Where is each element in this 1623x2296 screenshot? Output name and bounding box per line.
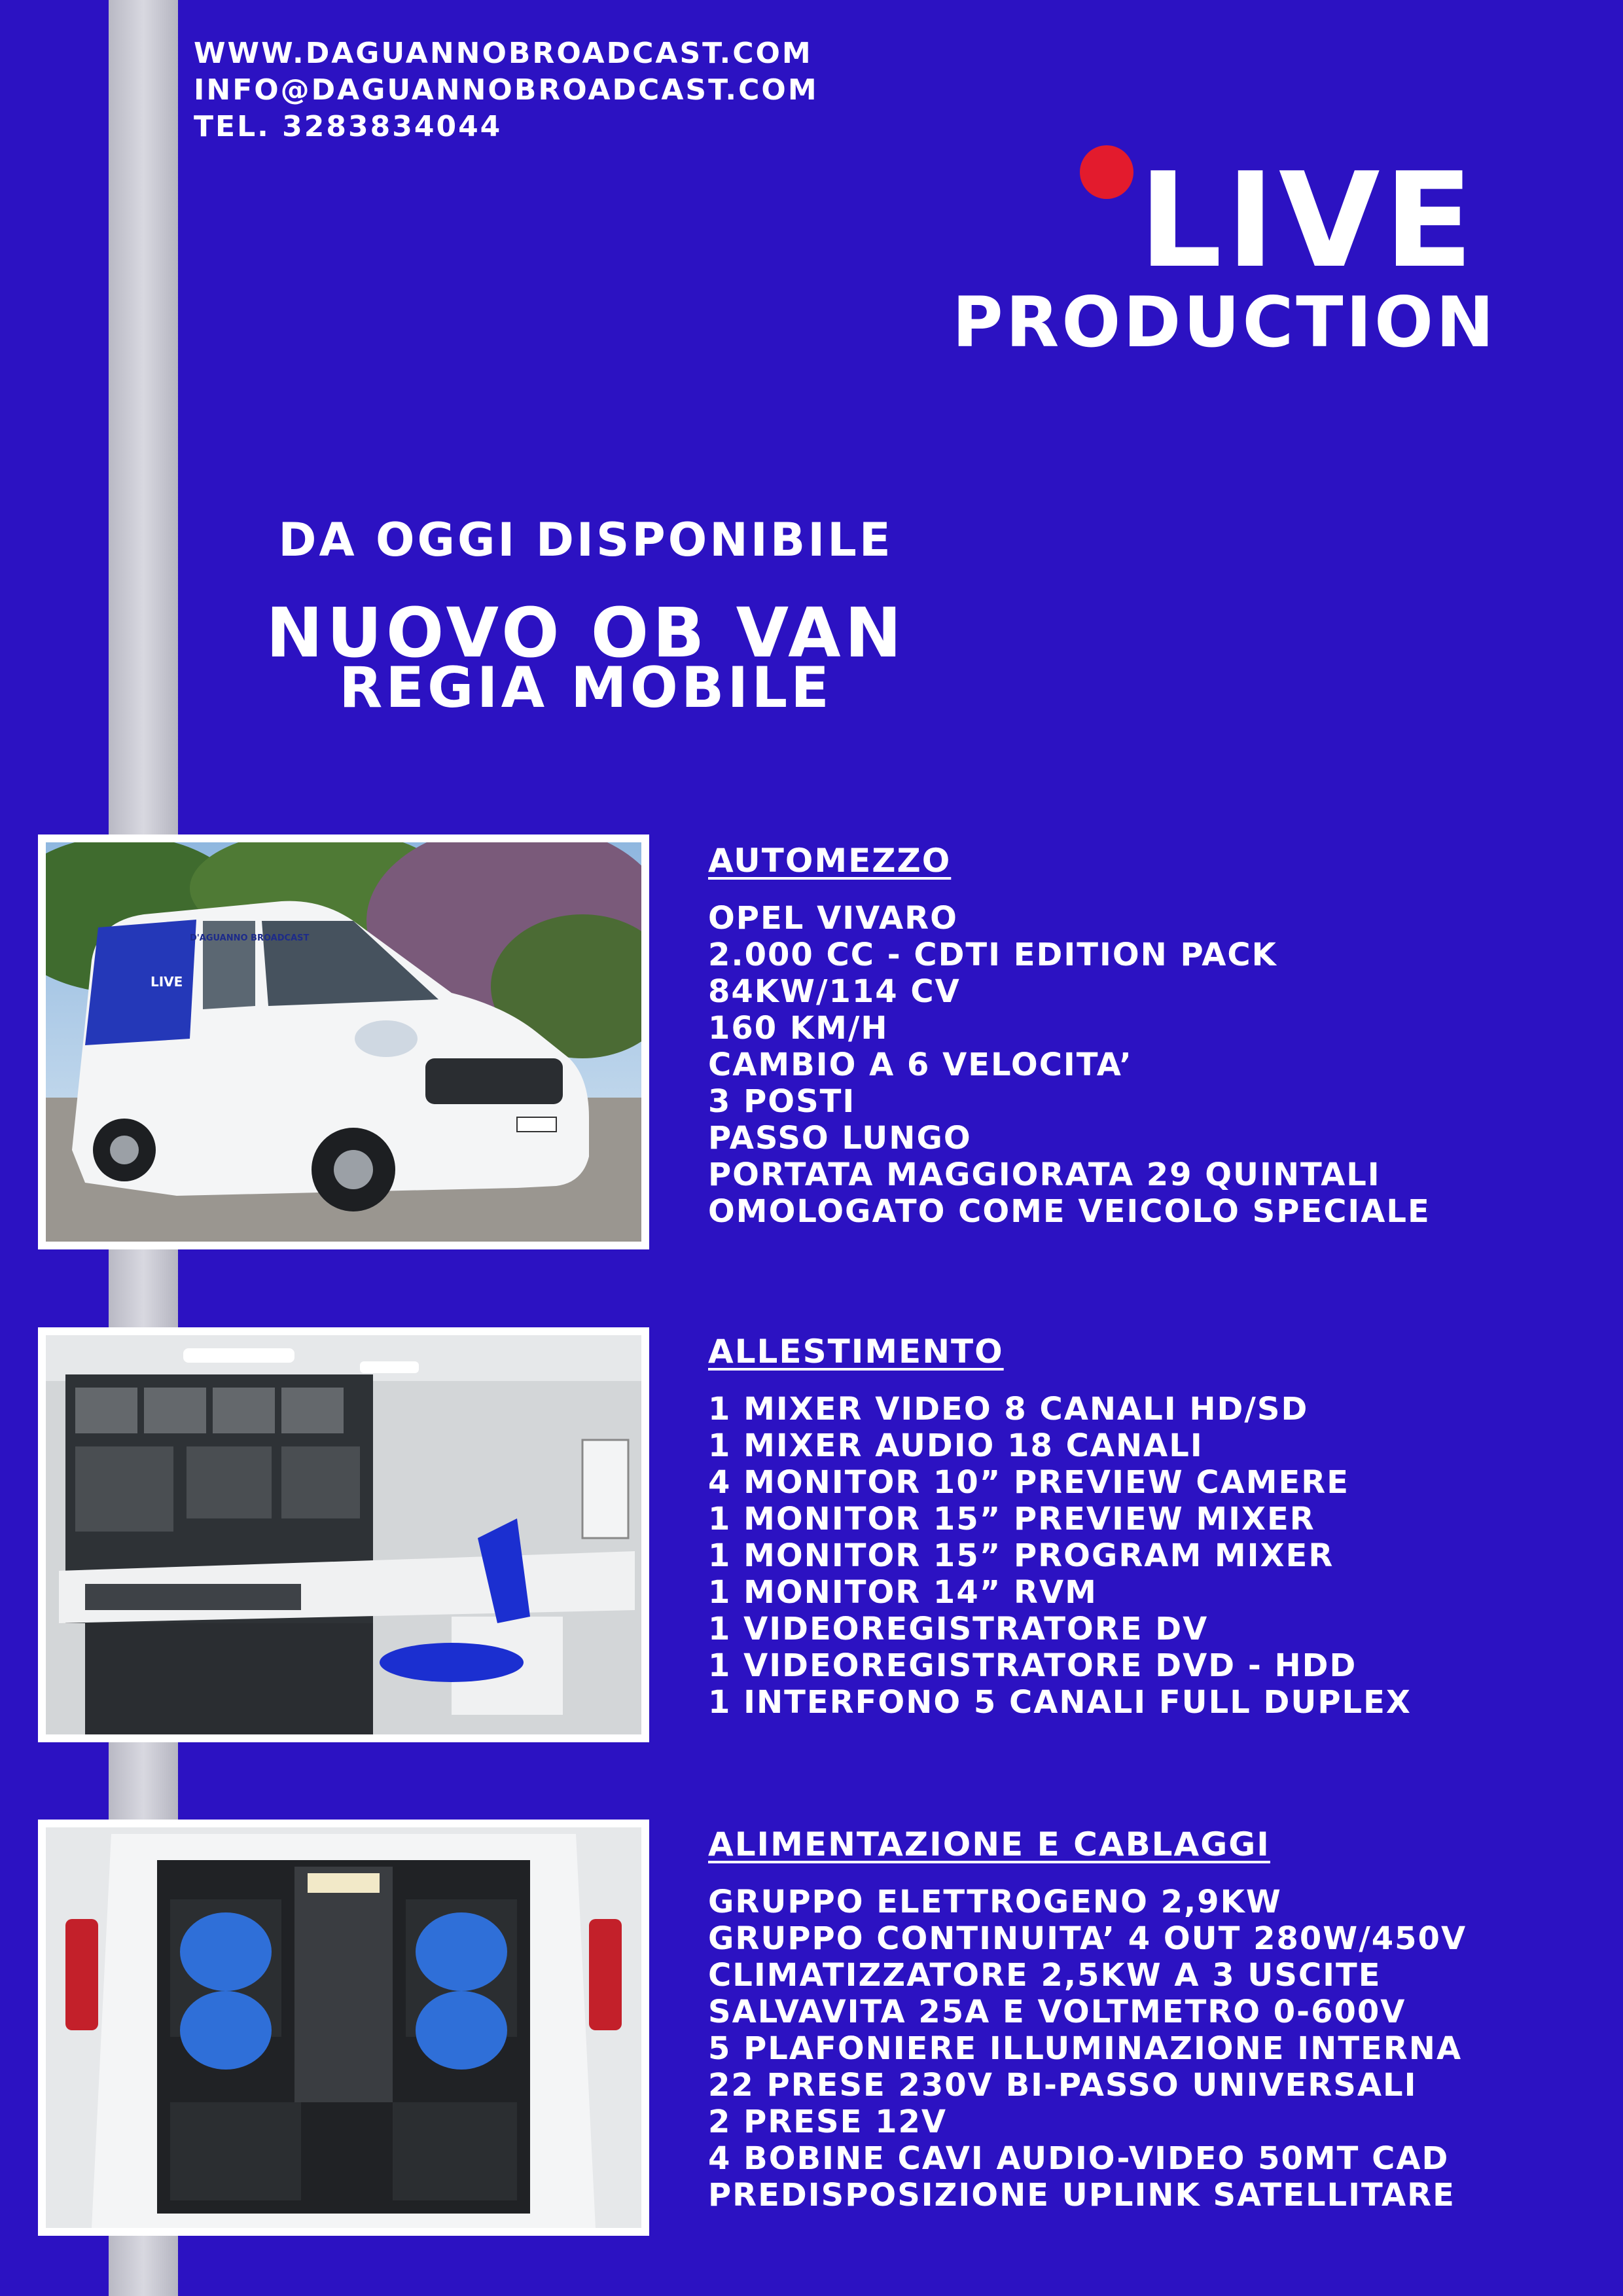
list-item: 2 PRESE 12V [708, 2104, 948, 2140]
list-item: 2.000 CC - CDTI EDITION PACK [708, 937, 1277, 973]
spec-list-automezzo [708, 900, 1431, 1230]
van-exterior-photo [38, 834, 649, 1249]
list-item: 1 MIXER AUDIO 18 CANALI [708, 1427, 1204, 1464]
list-item: PREDISPOSIZIONE UPLINK SATELLITARE [708, 2177, 1455, 2214]
list-item: PASSO LUNGO [708, 1120, 972, 1157]
list-item: 3 POSTI [708, 1083, 856, 1120]
contact-email[interactable]: INFO@DAGUANNOBROADCAST.COM [194, 73, 819, 107]
list-item: 1 MIXER VIDEO 8 CANALI HD/SD [708, 1391, 1309, 1427]
headline-ob-van: NUOVO OB VAN [266, 593, 906, 673]
list-item: 1 MONITOR 14” RVM [708, 1574, 1097, 1611]
list-item: 160 KM/H [708, 1010, 889, 1047]
spec-list-allestimento [708, 1391, 1412, 1721]
logo-production-text: PRODUCTION [952, 282, 1497, 363]
list-item: 22 PRESE 230V BI-PASSO UNIVERSALI [708, 2067, 1418, 2104]
spec-list-alimentazione [708, 1884, 1467, 2214]
list-item: CAMBIO A 6 VELOCITA’ [708, 1047, 1133, 1083]
list-item: 5 PLAFONIERE ILLUMINAZIONE INTERNA [708, 2030, 1463, 2067]
list-item: 1 VIDEOREGISTRATORE DVD - HDD [708, 1647, 1357, 1684]
svg-text:D'AGUANNO BROADCAST: D'AGUANNO BROADCAST [190, 933, 310, 943]
list-item: SALVAVITA 25A E VOLTMETRO 0-600V [708, 1994, 1406, 2030]
list-item: 4 BOBINE CAVI AUDIO-VIDEO 50MT CAD [708, 2140, 1450, 2177]
list-item: PORTATA MAGGIORATA 29 QUINTALI [708, 1157, 1381, 1193]
list-item: OMOLOGATO COME VEICOLO SPECIALE [708, 1193, 1431, 1230]
logo-live-text: LIVE [1139, 145, 1478, 297]
list-item: 4 MONITOR 10” PREVIEW CAMERE [708, 1464, 1350, 1501]
section-title-allestimento: ALLESTIMENTO [708, 1333, 1004, 1371]
contact-phone[interactable]: TEL. 3283834044 [194, 110, 503, 143]
svg-text:LIVE: LIVE [151, 974, 183, 990]
section-title-automezzo: AUTOMEZZO [708, 842, 952, 880]
list-item: 1 MONITOR 15” PROGRAM MIXER [708, 1537, 1334, 1574]
list-item: 84KW/114 CV [708, 973, 961, 1010]
control-room-interior-photo [38, 1327, 649, 1742]
contact-website[interactable]: WWW.DAGUANNOBROADCAST.COM [194, 37, 813, 70]
rear-cabling-photo [38, 1820, 649, 2236]
list-item: 1 INTERFONO 5 CANALI FULL DUPLEX [708, 1684, 1412, 1721]
live-red-dot-icon [1080, 145, 1133, 199]
headline-regia-mobile: REGIA MOBILE [339, 655, 832, 721]
list-item: GRUPPO CONTINUITA’ 4 OUT 280W/450V [708, 1920, 1467, 1957]
headline-available: DA OGGI DISPONIBILE [278, 513, 893, 567]
section-title-alimentazione: ALIMENTAZIONE E CABLAGGI [708, 1825, 1270, 1863]
list-item: GRUPPO ELETTROGENO 2,9KW [708, 1884, 1282, 1920]
list-item: CLIMATIZZATORE 2,5KW A 3 USCITE [708, 1957, 1382, 1994]
list-item: OPEL VIVARO [708, 900, 958, 937]
list-item: 1 MONITOR 15” PREVIEW MIXER [708, 1501, 1315, 1537]
list-item: 1 VIDEOREGISTRATORE DV [708, 1611, 1209, 1647]
